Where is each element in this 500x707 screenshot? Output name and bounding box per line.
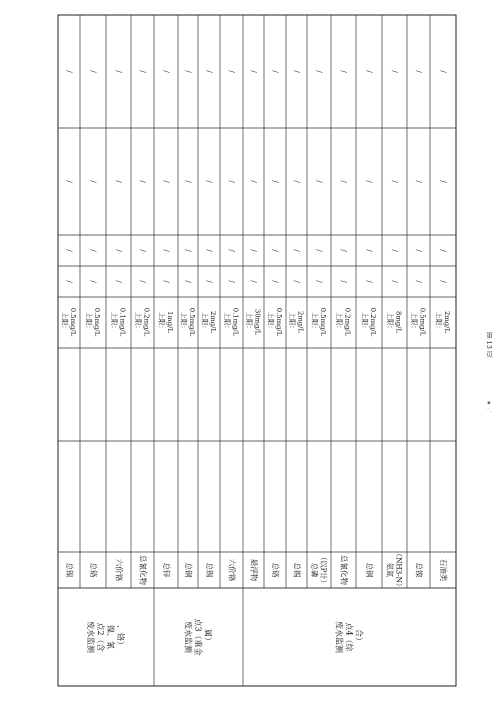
standard-limit: 30mg/L上限： [244, 308, 262, 336]
standard-limit: 0.5mg/L上限： [266, 307, 283, 337]
not-applicable-slash: / [271, 180, 279, 183]
standard-limit: 0.5mg/L上限： [84, 307, 101, 337]
not-applicable-slash: / [292, 70, 301, 73]
pollutant-name: （以P计）总磷 [309, 553, 328, 587]
pollutant-name: 六价铬 [227, 558, 237, 582]
not-applicable-slash: / [439, 70, 447, 73]
not-applicable-slash: / [184, 70, 192, 73]
not-applicable-slash: / [439, 249, 447, 252]
standard-limit: 0.5mg/L上限： [179, 307, 196, 337]
not-applicable-slash: / [249, 70, 258, 73]
pollutant-name: 总铜 [365, 562, 374, 578]
not-applicable-slash: / [89, 249, 97, 252]
not-applicable-slash: / [249, 249, 258, 252]
not-applicable-slash: / [184, 180, 192, 183]
not-applicable-slash: / [89, 280, 97, 283]
not-applicable-slash: / [292, 280, 301, 283]
standard-limit: 0.5mg/L上限： [409, 307, 427, 337]
not-applicable-slash: / [339, 249, 348, 252]
standard-limit: 0.5mg/L上限： [60, 307, 77, 337]
not-applicable-slash: / [339, 70, 348, 73]
standard-limit: 0.2mg/L上限： [360, 307, 377, 337]
not-applicable-slash: / [365, 249, 373, 252]
standard-limit: 0.5mg/L上限： [310, 307, 327, 337]
not-applicable-slash: / [138, 180, 147, 183]
not-applicable-slash: / [271, 280, 279, 283]
not-applicable-slash: / [227, 180, 236, 183]
not-applicable-slash: / [162, 70, 170, 73]
not-applicable-slash: / [271, 249, 279, 252]
not-applicable-slash: / [114, 249, 123, 252]
not-applicable-slash: / [114, 70, 123, 73]
not-applicable-slash: / [205, 70, 213, 73]
standard-limit: 2mg/L上限： [434, 311, 451, 333]
not-applicable-slash: / [414, 280, 423, 283]
pollutant-name: 总铜 [184, 562, 193, 578]
not-applicable-slash: / [184, 280, 192, 283]
not-applicable-slash: / [339, 180, 348, 183]
pollutant-name: 总镍 [414, 562, 424, 578]
standard-limit: 2mg/L上限： [287, 311, 305, 333]
not-applicable-slash: / [162, 249, 170, 252]
monitoring-point-label: 、铬）镍、氰点2（含废水监测 [86, 621, 126, 653]
monitoring-point-label: 属）点3（重金废水监测 [183, 618, 213, 656]
not-applicable-slash: / [227, 280, 236, 283]
not-applicable-slash: / [205, 249, 213, 252]
not-applicable-slash: / [390, 180, 399, 183]
not-applicable-slash: / [315, 249, 323, 252]
not-applicable-slash: / [114, 280, 123, 283]
standard-limit: 0.2mg/L上限： [334, 307, 352, 337]
not-applicable-slash: / [138, 70, 147, 73]
not-applicable-slash: / [365, 70, 373, 73]
not-applicable-slash: / [89, 70, 97, 73]
not-applicable-slash: / [365, 180, 373, 183]
not-applicable-slash: / [114, 180, 123, 183]
pollutant-name: 总锌 [162, 562, 171, 578]
not-applicable-slash: / [138, 249, 147, 252]
not-applicable-slash: / [249, 280, 258, 283]
not-applicable-slash: / [390, 70, 399, 73]
pollutant-name: 六价铬 [114, 558, 124, 582]
monitoring-point-label: 合）点4（综废水监测 [334, 621, 364, 653]
page-number: 第 13 页 [485, 332, 493, 358]
not-applicable-slash: / [390, 249, 399, 252]
not-applicable-slash: / [205, 280, 213, 283]
pollutant-name: 总氰化物 [138, 555, 148, 585]
not-applicable-slash: / [65, 249, 73, 252]
pollutant-name: 总铬 [89, 562, 98, 578]
standard-limit: 8mg/L上限： [385, 311, 403, 333]
not-applicable-slash: / [292, 180, 301, 183]
not-applicable-slash: / [315, 180, 323, 183]
not-applicable-slash: / [89, 180, 97, 183]
not-applicable-slash: / [205, 180, 213, 183]
pollutant-name: 总锡 [205, 562, 214, 578]
standard-limit: 0.2mg/L上限： [133, 307, 151, 337]
not-applicable-slash: / [315, 70, 323, 73]
not-applicable-slash: / [249, 180, 258, 183]
standard-limit: 1mg/L上限： [157, 311, 174, 333]
standard-limit: 0.1mg/L上限： [222, 307, 240, 337]
not-applicable-slash: / [65, 280, 73, 283]
not-applicable-slash: / [365, 280, 373, 283]
standard-limit: 0.1mg/L上限： [109, 307, 127, 337]
pollutant-name: 悬浮物 [249, 558, 259, 582]
not-applicable-slash: / [138, 280, 147, 283]
not-applicable-slash: / [227, 70, 236, 73]
not-applicable-slash: / [414, 70, 423, 73]
not-applicable-slash: / [184, 249, 192, 252]
scan-marks: ▪ ˌ ˈ [486, 400, 492, 412]
pollutant-name: （NH3-N）氨氮 [385, 549, 404, 591]
pollutant-name: 总氰化物 [339, 555, 349, 585]
pollutant-name: 石油类 [439, 558, 448, 582]
not-applicable-slash: / [162, 180, 170, 183]
not-applicable-slash: / [315, 280, 323, 283]
not-applicable-slash: / [65, 70, 73, 73]
not-applicable-slash: / [292, 249, 301, 252]
pollutant-name: 总镍 [65, 562, 74, 578]
standard-limit: 2mg/L上限： [200, 311, 217, 333]
not-applicable-slash: / [414, 180, 423, 183]
not-applicable-slash: / [439, 280, 447, 283]
not-applicable-slash: / [339, 280, 348, 283]
not-applicable-slash: / [439, 180, 447, 183]
pollutant-name: 总锡 [292, 562, 302, 578]
not-applicable-slash: / [414, 249, 423, 252]
not-applicable-slash: / [162, 280, 170, 283]
not-applicable-slash: / [271, 70, 279, 73]
not-applicable-slash: / [227, 249, 236, 252]
not-applicable-slash: / [390, 280, 399, 283]
pollutant-name: 总铬 [271, 562, 280, 578]
not-applicable-slash: / [65, 180, 73, 183]
